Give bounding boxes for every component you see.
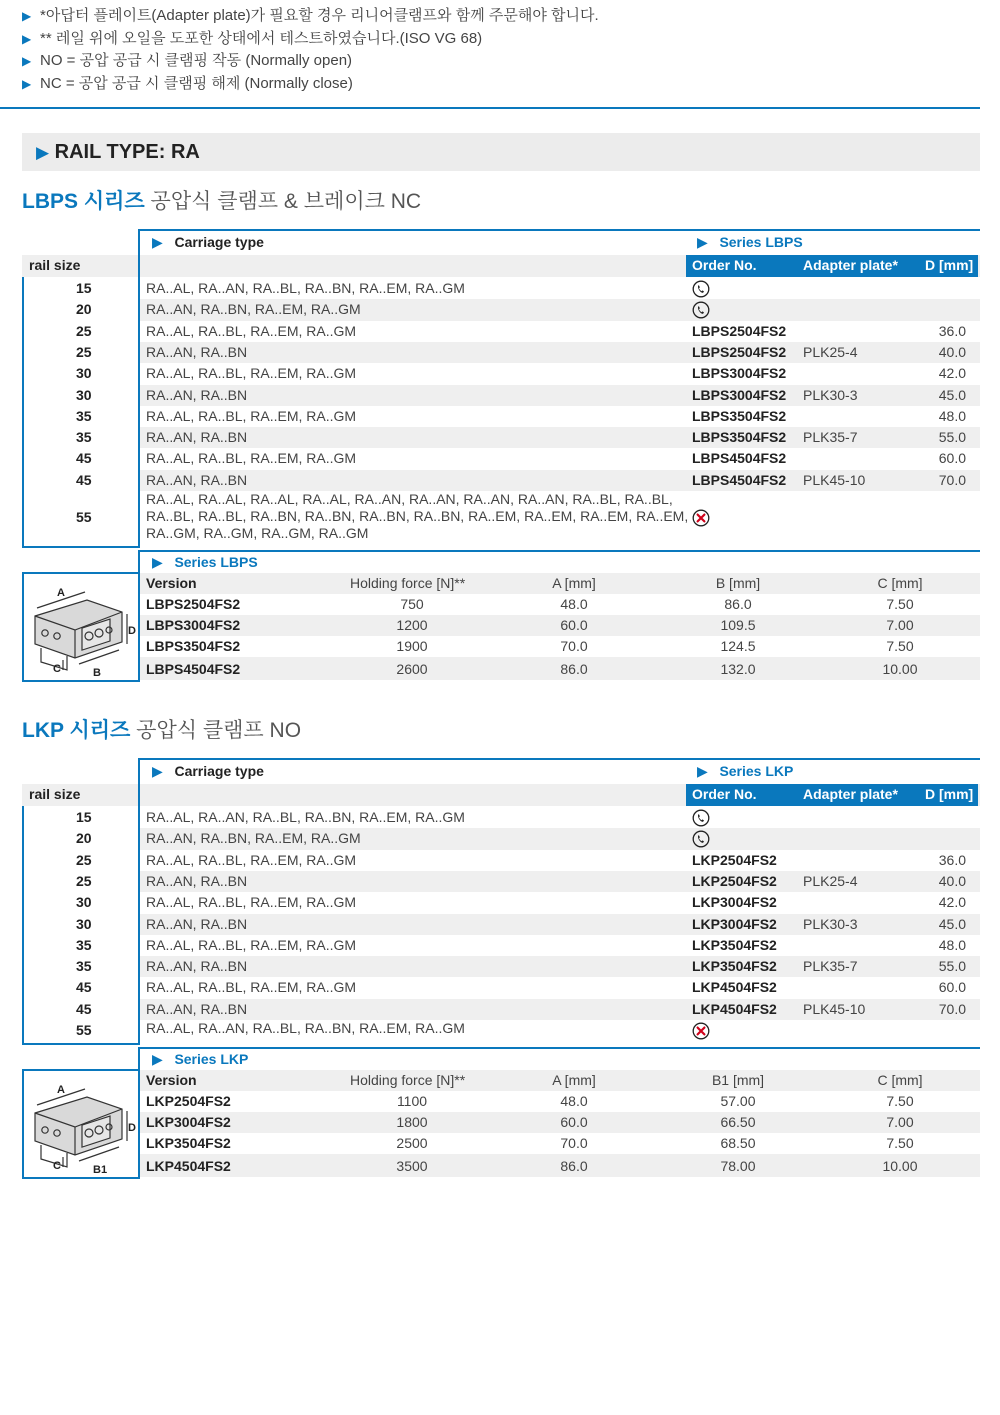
d-cell: 60.0 bbox=[938, 979, 966, 996]
spec-series-header: ▶ Series LBPS bbox=[152, 554, 258, 570]
triangle-right-icon: ▶ bbox=[22, 54, 32, 68]
spec-cell: LKP2504FS2 bbox=[146, 1093, 231, 1110]
order-no-cell: LBPS3004FS2 bbox=[692, 365, 787, 382]
note-text: ** 레일 위에 오일을 도포한 상태에서 테스트하였습니다.(ISO VG 68) bbox=[40, 29, 483, 47]
adapter-plate-label: Adapter plate* bbox=[803, 786, 898, 802]
rail-size-cell: 35 bbox=[76, 429, 92, 446]
drawing-label-a: A bbox=[57, 1084, 65, 1097]
order-no-cell: LKP2504FS2 bbox=[692, 851, 777, 868]
adapter-plate-label: Adapter plate* bbox=[803, 257, 898, 273]
triangle-right-icon: ▶ bbox=[22, 9, 32, 23]
note-text: NO = 공압 공급 시 클램핑 작동 (Normally open) bbox=[40, 52, 353, 69]
rail-size-cell: 35 bbox=[76, 958, 92, 975]
rail-size-cell: 25 bbox=[76, 343, 92, 360]
rail-size-cell: 25 bbox=[76, 872, 92, 889]
carriage-type-label: Carriage type bbox=[174, 763, 264, 779]
spec-cell: 7.00 bbox=[886, 1114, 914, 1131]
spec-cell: 7.50 bbox=[886, 596, 914, 612]
header-top-line bbox=[140, 758, 980, 760]
drawing-box-left bbox=[22, 1069, 24, 1177]
rail-size-cell: 30 bbox=[76, 894, 92, 911]
rail-size-cell: 55 bbox=[76, 1022, 92, 1039]
rail-size-cell: 30 bbox=[76, 365, 92, 382]
rail-type-band bbox=[22, 133, 980, 171]
spec-cell: LBPS3504FS2 bbox=[146, 638, 241, 654]
triangle-right-icon: ▶ bbox=[22, 31, 32, 46]
note-line bbox=[22, 50, 599, 73]
spec-cell: 86.0 bbox=[724, 596, 752, 612]
rail-size-cell: 45 bbox=[76, 471, 92, 488]
order-no-cell: LKP3504FS2 bbox=[692, 958, 777, 975]
carriage-cell: RA..BL, RA..BL, RA..BN, RA..BN, RA..BN, RA..BN, RA..EM, RA..EM, RA..EM, RA..EM, bbox=[146, 508, 689, 524]
spec-header-cell: A [mm] bbox=[552, 575, 596, 591]
series-label: Series LKP bbox=[719, 763, 794, 779]
order-no-cell: LKP4504FS2 bbox=[692, 1000, 777, 1017]
order-no-label: Order No. bbox=[692, 257, 757, 273]
spec-cell: 109.5 bbox=[720, 617, 756, 633]
spec-cell: 132.0 bbox=[720, 661, 756, 677]
spec-header-cell: B [mm] bbox=[715, 575, 761, 591]
order-no-cell: LBPS3504FS2 bbox=[692, 429, 787, 446]
carriage-cell: RA..AN, RA..BN bbox=[146, 872, 248, 889]
carriage-type-header: ▶ Carriage type bbox=[152, 234, 264, 250]
spec-cell: 68.50 bbox=[720, 1135, 756, 1152]
spec-cell: 10.00 bbox=[882, 661, 918, 677]
drawing-label-c: C bbox=[53, 663, 61, 675]
d-mm-label: D [mm] bbox=[925, 786, 974, 802]
d-cell: 48.0 bbox=[938, 407, 966, 424]
carriage-cell: RA..AL, RA..AL, RA..AL, RA..AL, RA..AN, RA..AN, RA..AN, RA..AN, RA..BL, RA..BL, bbox=[146, 491, 673, 507]
spec-header-cell: Holding force [N]** bbox=[350, 575, 466, 591]
spec-cell: 1200 bbox=[396, 617, 428, 633]
drawing-label-c: C bbox=[53, 1160, 61, 1173]
rail-size-cell: 15 bbox=[76, 809, 92, 825]
d-cell: 60.0 bbox=[938, 450, 966, 467]
d-cell: 55.0 bbox=[938, 429, 966, 446]
rail-size-cell: 30 bbox=[76, 386, 92, 403]
rail-size-cell: 30 bbox=[76, 915, 92, 932]
series-title-bold: LKP 시리즈 bbox=[22, 719, 131, 742]
d-cell: 45.0 bbox=[938, 386, 966, 403]
order-no-cell: LBPS4504FS2 bbox=[692, 450, 787, 467]
rail-size-cell: 45 bbox=[76, 1000, 92, 1017]
d-cell: 42.0 bbox=[938, 365, 966, 382]
spec-series-label: Series LKP bbox=[174, 1051, 249, 1068]
series-title-bold: LBPS 시리즈 bbox=[22, 190, 145, 213]
d-cell: 45.0 bbox=[938, 915, 966, 932]
spec-series-header: ▶ Series LKP bbox=[152, 1051, 249, 1068]
d-cell: 42.0 bbox=[938, 894, 966, 911]
triangle-right-icon: ▶ bbox=[36, 143, 50, 162]
series-title bbox=[22, 185, 421, 215]
rail-size-label: rail size bbox=[29, 786, 81, 802]
rail-size-cell: 20 bbox=[76, 301, 92, 318]
note-line bbox=[22, 28, 599, 51]
carriage-cell: RA..AN, RA..BN bbox=[146, 1000, 248, 1017]
note-line bbox=[22, 73, 599, 96]
order-no-cell: LKP3004FS2 bbox=[692, 894, 777, 911]
carriage-cell: RA..AN, RA..BN bbox=[146, 386, 248, 403]
spec-cell: 48.0 bbox=[560, 1093, 588, 1110]
rail-type-title: RAIL TYPE: RA bbox=[54, 141, 200, 163]
carriage-cell: RA..AL, RA..BL, RA..EM, RA..GM bbox=[146, 450, 357, 467]
spec-header-cell: Holding force [N]** bbox=[350, 1072, 466, 1089]
series-label: Series LBPS bbox=[719, 234, 803, 250]
drawing-label-d: D bbox=[128, 625, 136, 637]
carriage-cell: RA..AL, RA..AN, RA..BL, RA..BN, RA..EM, RA..GM bbox=[146, 809, 465, 825]
spec-cell: 86.0 bbox=[560, 661, 588, 677]
note-text: *아답터 플레이트(Adapter plate)가 필요할 경우 리니어클램프와 함께 주문해야 합니다. bbox=[40, 7, 599, 24]
carriage-cell: RA..AN, RA..BN, RA..EM, RA..GM bbox=[146, 830, 361, 847]
spec-cell: LKP3004FS2 bbox=[146, 1114, 231, 1131]
spec-cell: 124.5 bbox=[720, 638, 756, 654]
spec-cell: LKP3504FS2 bbox=[146, 1135, 231, 1152]
carriage-cell: RA..AN, RA..BN, RA..EM, RA..GM bbox=[146, 301, 361, 318]
spec-cell: LKP4504FS2 bbox=[146, 1158, 231, 1175]
carriage-cell: RA..AN, RA..BN bbox=[146, 429, 248, 446]
d-mm-label: D [mm] bbox=[925, 257, 974, 273]
carriage-cell: RA..GM, RA..GM, RA..GM, RA..GM bbox=[146, 525, 369, 541]
spec-cell: 60.0 bbox=[560, 617, 588, 633]
spec-header-cell: B1 [mm] bbox=[711, 1072, 765, 1089]
drawing-label-b: B bbox=[93, 667, 101, 678]
spec-cell: 1900 bbox=[396, 638, 428, 654]
not-available-icon bbox=[692, 509, 710, 527]
rail-size-cell: 15 bbox=[76, 280, 92, 296]
top-divider bbox=[0, 107, 980, 109]
drawing-box-right bbox=[138, 550, 140, 680]
spec-cell: 7.50 bbox=[886, 638, 914, 654]
series-header: ▶ Series LKP bbox=[697, 763, 794, 779]
drawing-label-d: D bbox=[128, 1122, 136, 1135]
rail-size-cell: 45 bbox=[76, 979, 92, 996]
spec-header-cell: C [mm] bbox=[877, 575, 923, 591]
order-no-cell: LKP3504FS2 bbox=[692, 936, 777, 953]
spec-cell: 57.00 bbox=[720, 1093, 756, 1110]
rail-size-cell: 55 bbox=[76, 509, 92, 525]
d-cell: 55.0 bbox=[938, 958, 966, 975]
order-no-cell: LBPS2504FS2 bbox=[692, 322, 787, 339]
carriage-cell: RA..AN, RA..BN bbox=[146, 471, 248, 488]
spec-cell: 1800 bbox=[396, 1114, 428, 1131]
spec-cell: LBPS3004FS2 bbox=[146, 617, 241, 633]
spec-cell: 2500 bbox=[396, 1135, 428, 1152]
series-title bbox=[22, 714, 301, 744]
header-top-line bbox=[140, 229, 980, 231]
table-left-border bbox=[138, 758, 140, 1043]
adapter-cell: PLK25-4 bbox=[803, 872, 858, 889]
rail-size-left-border bbox=[22, 277, 24, 546]
spec-cell: 60.0 bbox=[560, 1114, 588, 1131]
adapter-cell: PLK30-3 bbox=[803, 386, 858, 403]
rail-size-label: rail size bbox=[29, 257, 81, 273]
spec-top-line bbox=[140, 1047, 980, 1049]
spec-cell: 2600 bbox=[396, 661, 428, 677]
adapter-cell: PLK45-10 bbox=[803, 471, 866, 488]
rail-size-cell: 35 bbox=[76, 936, 92, 953]
adapter-cell: PLK35-7 bbox=[803, 958, 858, 975]
spec-cell: 78.00 bbox=[720, 1158, 756, 1175]
spec-cell: 3500 bbox=[396, 1158, 428, 1175]
d-cell: 48.0 bbox=[938, 936, 966, 953]
spec-series-label: Series LBPS bbox=[174, 554, 258, 570]
order-no-cell: LBPS3004FS2 bbox=[692, 386, 787, 403]
rail-size-cell: 25 bbox=[76, 322, 92, 339]
spec-header-cell: Version bbox=[146, 575, 197, 591]
drawing-box-left bbox=[22, 572, 24, 680]
notes bbox=[22, 5, 599, 95]
rail-size-cell: 45 bbox=[76, 450, 92, 467]
clamp-drawing bbox=[27, 578, 137, 683]
clamp-drawing bbox=[27, 1075, 137, 1180]
spec-cell: 70.0 bbox=[560, 1135, 588, 1152]
spec-cell: 66.50 bbox=[720, 1114, 756, 1131]
spec-cell: 7.50 bbox=[886, 1135, 914, 1152]
spec-cell: LBPS4504FS2 bbox=[146, 661, 241, 677]
carriage-cell: RA..AN, RA..BN bbox=[146, 915, 248, 932]
d-cell: 40.0 bbox=[938, 343, 966, 360]
adapter-cell: PLK30-3 bbox=[803, 915, 858, 932]
adapter-cell: PLK25-4 bbox=[803, 343, 858, 360]
order-no-label: Order No. bbox=[692, 786, 757, 802]
order-no-cell: LKP2504FS2 bbox=[692, 872, 777, 889]
phone-icon bbox=[692, 809, 710, 827]
rail-size-left-border bbox=[22, 806, 24, 1043]
table-left-border bbox=[138, 229, 140, 546]
spec-cell: 7.50 bbox=[886, 1093, 914, 1110]
rail-size-cell: 20 bbox=[76, 830, 92, 847]
note-text: NC = 공압 공급 시 클램핑 해제 (Normally close) bbox=[40, 74, 353, 92]
phone-icon bbox=[692, 280, 710, 298]
carriage-type-header: ▶ Carriage type bbox=[152, 763, 264, 779]
carriage-cell: RA..AN, RA..BN bbox=[146, 958, 248, 975]
spec-header-cell: C [mm] bbox=[877, 1072, 923, 1089]
carriage-cell: RA..AL, RA..AN, RA..BL, RA..BN, RA..EM, RA..GM bbox=[146, 1020, 465, 1036]
spec-top-line bbox=[140, 550, 980, 552]
spec-cell: 86.0 bbox=[560, 1158, 588, 1175]
d-cell: 36.0 bbox=[938, 851, 966, 868]
d-cell: 36.0 bbox=[938, 322, 966, 339]
spec-cell: 7.00 bbox=[886, 617, 914, 633]
rail-size-cell: 35 bbox=[76, 407, 92, 424]
spec-cell: 70.0 bbox=[560, 638, 588, 654]
order-no-cell: LBPS4504FS2 bbox=[692, 471, 787, 488]
drawing-box-top bbox=[22, 572, 140, 574]
series-header: ▶ Series LBPS bbox=[697, 234, 803, 250]
carriage-cell: RA..AL, RA..BL, RA..EM, RA..GM bbox=[146, 894, 357, 911]
adapter-cell: PLK45-10 bbox=[803, 1000, 866, 1017]
drawing-label-a: A bbox=[57, 587, 65, 599]
rail-size-bottom-line bbox=[22, 1043, 140, 1045]
carriage-cell: RA..AL, RA..BL, RA..EM, RA..GM bbox=[146, 407, 357, 424]
rail-size-bottom-line bbox=[22, 546, 140, 548]
carriage-cell: RA..AL, RA..BL, RA..EM, RA..GM bbox=[146, 979, 357, 996]
carriage-cell: RA..AL, RA..BL, RA..EM, RA..GM bbox=[146, 851, 357, 868]
carriage-cell: RA..AL, RA..BL, RA..EM, RA..GM bbox=[146, 322, 357, 339]
drawing-box-right bbox=[138, 1047, 140, 1177]
spec-cell: 750 bbox=[400, 596, 424, 612]
d-cell: 70.0 bbox=[938, 1000, 966, 1017]
order-no-cell: LKP4504FS2 bbox=[692, 979, 777, 996]
carriage-cell: RA..AL, RA..BL, RA..EM, RA..GM bbox=[146, 936, 357, 953]
carriage-cell: RA..AL, RA..BL, RA..EM, RA..GM bbox=[146, 365, 357, 382]
d-cell: 70.0 bbox=[938, 471, 966, 488]
note-line bbox=[22, 5, 599, 28]
carriage-cell: RA..AN, RA..BN bbox=[146, 343, 248, 360]
spec-cell: 10.00 bbox=[882, 1158, 918, 1175]
not-available-icon bbox=[692, 1022, 710, 1040]
series-title-rest: 공압식 클램프 & 브레이크 NC bbox=[144, 190, 422, 213]
carriage-cell: RA..AL, RA..AN, RA..BL, RA..BN, RA..EM, RA..GM bbox=[146, 280, 465, 296]
spec-header-cell: A [mm] bbox=[552, 1072, 596, 1089]
rail-size-cell: 25 bbox=[76, 851, 92, 868]
d-cell: 40.0 bbox=[938, 872, 966, 889]
phone-icon bbox=[692, 830, 710, 848]
spec-header-cell: Version bbox=[146, 1072, 197, 1089]
adapter-cell: PLK35-7 bbox=[803, 429, 858, 446]
order-no-cell: LBPS3504FS2 bbox=[692, 407, 787, 424]
order-no-cell: LKP3004FS2 bbox=[692, 915, 777, 932]
triangle-right-icon: ▶ bbox=[22, 76, 32, 91]
drawing-label-b: B1 bbox=[93, 1164, 108, 1176]
spec-cell: 1100 bbox=[396, 1093, 428, 1110]
series-title-rest: 공압식 클램프 NO bbox=[130, 719, 302, 742]
order-no-cell: LBPS2504FS2 bbox=[692, 343, 787, 360]
drawing-box-top bbox=[22, 1069, 140, 1071]
phone-icon bbox=[692, 301, 710, 319]
carriage-type-label: Carriage type bbox=[174, 234, 264, 250]
spec-cell: 48.0 bbox=[560, 596, 588, 612]
spec-cell: LBPS2504FS2 bbox=[146, 596, 241, 612]
